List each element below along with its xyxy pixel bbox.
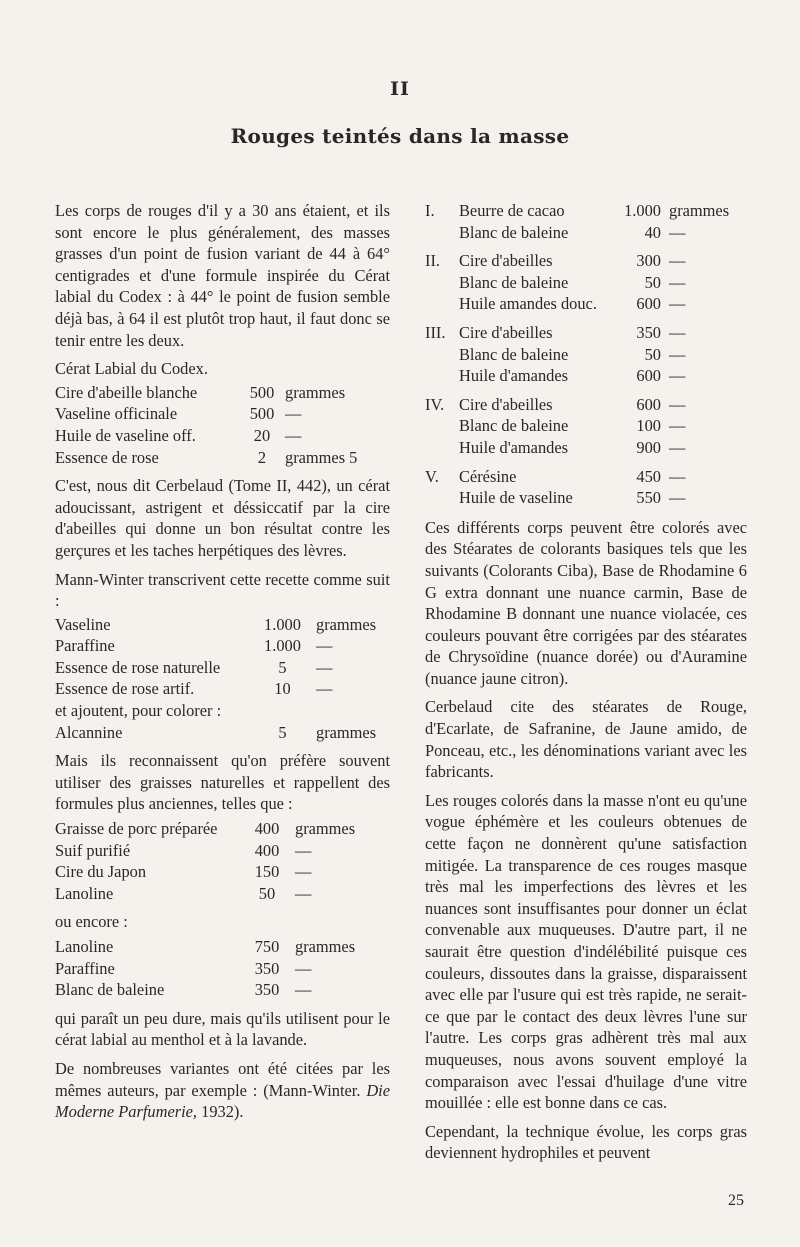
ingredient-name: Suif purifié: [55, 840, 131, 860]
ingredient-name: Huile amandes douc.: [459, 294, 597, 314]
ingredient-name: Blanc de baleine: [459, 416, 569, 436]
ingredient-quantity: 900: [636, 437, 661, 457]
recipe-row: [55, 979, 390, 1001]
ingredient-name: Essence de rose naturelle: [55, 657, 221, 677]
formula-row: [425, 387, 747, 416]
ingredient-quantity: 500: [249, 404, 275, 424]
ingredient-name: Cire d'abeille blanche: [55, 382, 198, 402]
ingredient-quantity: 350: [254, 958, 280, 978]
ingredient-name: Lanoline: [55, 937, 114, 956]
formula-number: [425, 365, 459, 387]
ingredient-unit: grammes: [316, 722, 377, 742]
ingredient-unit: grammes 5: [285, 447, 358, 467]
ingredient-name: Graisse de porc préparée: [55, 819, 218, 839]
ingredient-quantity: 5: [278, 657, 287, 677]
ingredient-quantity: 600: [636, 394, 661, 414]
ingredient-quantity: 50: [258, 883, 276, 903]
ingredient-unit: grammes: [285, 382, 346, 402]
ingredient-name: Essence de rose: [55, 447, 159, 467]
formula-row: [425, 272, 747, 294]
ingredient-unit: —: [669, 437, 686, 457]
ingredient-name: Beurre de cacao: [459, 201, 565, 220]
ingredient-unit: —: [295, 958, 312, 978]
formula-number: IV.: [425, 394, 445, 414]
ou-encore-line: ou encore :: [55, 912, 128, 932]
ingredient-unit: —: [669, 294, 686, 314]
ingredient-unit: —: [669, 222, 686, 242]
ingredient-quantity: 10: [274, 679, 291, 699]
recipe-row: [55, 382, 390, 404]
ingredient-quantity: 450: [636, 466, 661, 486]
book-title: Die Moderne Parfumerie,: [55, 1080, 390, 1122]
ingredient-quantity: 400: [254, 819, 280, 839]
ingredient-quantity: 350: [636, 322, 661, 342]
ingredient-unit: —: [316, 679, 333, 699]
ingredient-name: Huile de vaseline: [459, 488, 573, 508]
ingredient-name: Cérésine: [459, 466, 517, 486]
formula-number: II.: [425, 251, 441, 271]
ingredient-unit: —: [295, 862, 312, 882]
recipe-row: [55, 447, 390, 469]
ingredient-unit: —: [669, 272, 686, 292]
stearates-paragraph: Ces différents corps peuvent être colorés avec des Stéarates de colorants basiques tels que les suivants (Colorants Ciba), Base de Rhodamine 6 G extra donnant une nuance carmin, Base de Rhodamine B donnant une nuance violacée, ces couleurs pouvant être corrigées par des stéarates de Chrysoïdine (nuance dorée) ou d'Auramine (nuance jaune citron).: [425, 517, 747, 688]
formula-row: [425, 222, 747, 244]
ingredient-name: Blanc de baleine: [55, 980, 165, 1000]
ingredient-unit: grammes: [316, 614, 377, 634]
mann-winter-paragraph: Mann-Winter transcrivent cette recette comme suit :: [55, 569, 390, 611]
ingredient-name: Cire d'abeilles: [459, 322, 553, 342]
ingredient-quantity: 1.000: [624, 201, 661, 220]
ingredient-name: Lanoline: [55, 883, 114, 903]
ingredient-unit: —: [316, 657, 333, 677]
ingredient-name: Cire d'abeilles: [459, 251, 553, 271]
ingredient-quantity: 40: [644, 222, 661, 242]
ingredient-name: Huile d'amandes: [459, 437, 569, 457]
recipe-row: [55, 722, 390, 744]
ingredient-unit: —: [669, 251, 686, 271]
formula-row: [425, 437, 747, 459]
ingredient-name: Vaseline: [55, 614, 111, 634]
cerbelaud-paragraph: C'est, nous dit Cerbelaud (Tome II, 442), un cérat adoucissant, astrigent et déssiccatif par la cire d'abeilles qui donne un bon résultat contre les gerçures et les taches herpétiques des lèvres.: [55, 476, 390, 560]
formula-number: V.: [425, 466, 439, 486]
lanoline-recipe: [55, 936, 390, 1001]
recipe-row: [55, 958, 390, 980]
ingredient-quantity: 1.000: [264, 614, 301, 634]
ingredient-quantity: 50: [644, 272, 661, 292]
recipe-row: [55, 936, 390, 958]
ingredient-quantity: 50: [644, 344, 661, 364]
ingredient-unit: —: [669, 344, 686, 364]
recipe-row: [55, 678, 390, 700]
ingredient-unit: —: [285, 425, 302, 445]
ingredient-name: Alcannine: [55, 722, 123, 742]
formula-number: III.: [425, 322, 446, 342]
right-column: [425, 200, 747, 1171]
formula-row: [425, 415, 747, 437]
book-year: 1932).: [201, 1102, 244, 1122]
ingredient-unit: —: [669, 416, 686, 436]
ingredient-quantity: 100: [636, 416, 661, 436]
ingredient-name: Paraffine: [55, 958, 115, 978]
ingredient-unit: —: [285, 404, 302, 424]
ingredient-name: Huile d'amandes: [459, 366, 569, 386]
formula-row: [425, 344, 747, 366]
formula-row: [425, 243, 747, 272]
formula-number: [425, 487, 459, 509]
ingredient-name: Huile de vaseline off.: [55, 425, 196, 445]
ingredient-name: Paraffine: [55, 636, 115, 656]
ingredient-unit: —: [669, 366, 686, 386]
formula-number: [425, 344, 459, 366]
ingredient-unit: —: [669, 394, 686, 414]
codex-recipe: [55, 382, 390, 468]
codex-title: Cérat Labial du Codex.: [55, 359, 208, 379]
recipe-row: [55, 657, 390, 679]
ingredient-name: Essence de rose artif.: [55, 679, 195, 699]
ingredient-unit: grammes: [669, 201, 730, 220]
recipe-row: [55, 818, 390, 840]
chapter-title: Rouges teintés dans la masse: [230, 124, 570, 148]
mann-winter-recipe: [55, 614, 390, 700]
ingredient-quantity: 1.000: [264, 636, 301, 656]
intro-paragraph: Les corps de rouges d'il y a 30 ans étaient, et ils sont encore le plus généralement, des masses grasses d'un point de fusion variant de 44 à 64° centigrades et d'une formule inspirée du Cérat labial du Codex : à 44° le point de fusion semble déjà bas, à 64 il est plutôt trop haut, il faut donc se tenir entre les deux.: [55, 201, 390, 350]
formula-row: [425, 487, 747, 509]
ingredient-unit: —: [669, 466, 686, 486]
left-column: [55, 200, 390, 1130]
formula-number: [425, 293, 459, 315]
dure-paragraph: qui paraît un peu dure, mais qu'ils utilisent pour le cérat labial au menthol et à la lavande.: [55, 1008, 390, 1050]
ingredient-unit: —: [669, 322, 686, 342]
recipe-row: [55, 403, 390, 425]
colorer-line: et ajoutent, pour colorer :: [55, 701, 222, 721]
ingredient-unit: —: [295, 980, 312, 1000]
graisse-recipe: [55, 818, 390, 904]
ingredient-name: Cire du Japon: [55, 862, 147, 882]
ingredient-quantity: 600: [636, 294, 661, 314]
prefer-paragraph: Mais ils reconnaissent qu'on préfère souvent utiliser des graisses naturelles et rappellent des formules plus anciennes, telles que :: [55, 751, 390, 814]
formula-row: [425, 200, 747, 222]
variantes-paragraph: [55, 1058, 390, 1123]
ingredient-name: Blanc de baleine: [459, 222, 569, 242]
formula-row: [425, 365, 747, 387]
formula-number: [425, 437, 459, 459]
ingredient-quantity: 350: [254, 980, 280, 1000]
ingredient-unit: —: [295, 883, 312, 903]
ingredient-quantity: 750: [254, 937, 280, 956]
recipe-row: [55, 883, 390, 905]
cependant-paragraph: Cependant, la technique évolue, les corps gras deviennent hydrophiles et peuvent: [425, 1121, 747, 1163]
ingredient-name: Cire d'abeilles: [459, 394, 553, 414]
ingredient-unit: —: [669, 488, 686, 508]
formula-number: [425, 415, 459, 437]
ingredient-quantity: 400: [254, 840, 280, 860]
formula-list: [425, 200, 747, 509]
ingredient-quantity: 20: [253, 425, 271, 445]
ingredient-quantity: 500: [249, 382, 275, 402]
recipe-row: [55, 861, 390, 883]
formula-row: [425, 293, 747, 315]
ingredient-quantity: 2: [257, 447, 267, 467]
alcannine-recipe: [55, 722, 390, 744]
formula-row: [425, 459, 747, 488]
recipe-row: [55, 840, 390, 862]
ingredient-quantity: 150: [254, 862, 280, 882]
ingredient-unit: —: [295, 840, 312, 860]
recipe-row: [55, 635, 390, 657]
ingredient-unit: —: [316, 636, 333, 656]
ingredient-quantity: 5: [278, 722, 287, 742]
ingredient-name: Blanc de baleine: [459, 272, 569, 292]
ingredient-name: Blanc de baleine: [459, 344, 569, 364]
formula-number: [425, 222, 459, 244]
ingredient-unit: grammes: [295, 819, 356, 839]
ingredient-quantity: 550: [636, 488, 661, 508]
cerbelaud-cite-paragraph: Cerbelaud cite des stéarates de Rouge, d'Ecarlate, de Safranine, de Jaune amido, de Ponceau, etc., les dénominations variant avec les fabricants.: [425, 697, 747, 782]
recipe-row: [55, 614, 390, 636]
ingredient-quantity: 300: [636, 251, 661, 271]
variantes-text: De nombreuses variantes ont été citées par les mêmes auteurs, par exemple : (Mann-Winter.: [55, 1058, 390, 1100]
formula-number: [425, 272, 459, 294]
formula-number: I.: [425, 201, 435, 220]
ingredient-unit: grammes: [295, 937, 356, 956]
chapter-number: II: [390, 78, 410, 100]
page-number: 25: [728, 1192, 744, 1209]
ingredient-name: Vaseline officinale: [55, 404, 178, 424]
ingredient-quantity: 600: [636, 366, 661, 386]
vogue-paragraph: Les rouges colorés dans la masse n'ont eu qu'une vogue éphémère et les couleurs obtenues de cette façon ne donnèrent qu'une satisfaction mitigée. La transparence de ces rouges masque très mal les imperfections des lèvres et les nuances sont insuffisantes pour donner un éclat convenable aux muqueuses. D'autre part, il ne saurait être question d'indélébilité puisque ces couleurs, dissoutes dans la graisse, disparaissent avec elle par l'usure qui est très rapide, ne serait-ce que par le contact des deux lèvres l'une sur l'autre. Les corps gras adhèrent très mal aux muqueuses, nous avons souvent employé la comparaison avec l'essai d'huilage d'une vitre mouillée : elle est bonne dans ce cas.: [425, 790, 747, 1113]
recipe-row: [55, 425, 390, 447]
formula-row: [425, 315, 747, 344]
